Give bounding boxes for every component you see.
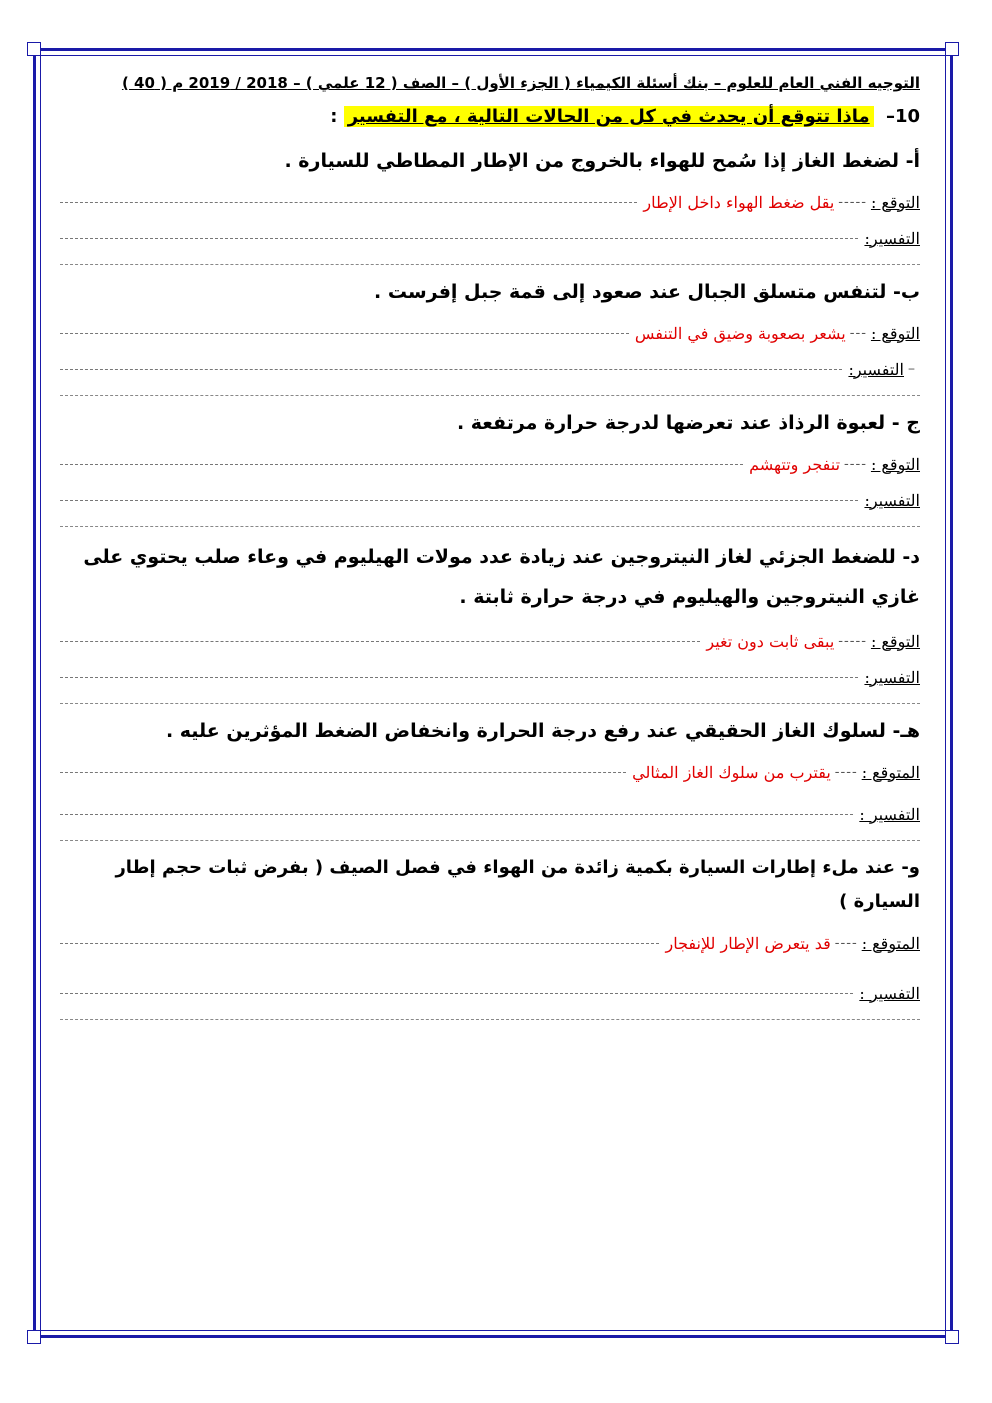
expect-label: المتوقع : (861, 933, 920, 953)
expect-label: التوقع : (870, 323, 920, 343)
expect-answer: تنفجر وتتهشم (749, 454, 841, 474)
expect-row (60, 446, 920, 482)
expect-answer: قد يتعرض الإطار للإنفجار (665, 933, 831, 953)
expect-label: التوقع : (870, 631, 920, 651)
item-statement: هـ- لسلوك الغاز الحقيقي عند رفع درجة الحرارة وانخفاض الضغط المؤثرين عليه . (165, 720, 920, 742)
question-item-b (60, 275, 920, 396)
separator-line (60, 840, 920, 841)
question-item-a (60, 144, 920, 265)
separator-line (60, 703, 920, 704)
expect-answer: يبقى ثابت دون تغير (706, 631, 835, 651)
answer-line (60, 500, 858, 501)
expect-label: التوقع : (870, 192, 920, 212)
expect-row (60, 925, 920, 961)
expect-answer: يقل ضغط الهواء داخل الإطار (643, 192, 835, 212)
dash-leader: --- (849, 325, 867, 341)
explain-row (60, 482, 920, 518)
answer-line (60, 202, 637, 203)
explain-label: التفسير: (864, 667, 920, 687)
item-statement: ج - لعبوة الرذاذ عند تعرضها لدرجة حرارة مرتفعة . (456, 412, 920, 434)
answer-line (60, 333, 629, 334)
separator-line (60, 1019, 920, 1020)
expect-label: التوقع : (870, 454, 920, 474)
frame-corner (945, 42, 959, 56)
answer-line (60, 464, 743, 465)
frame-corner (27, 1330, 41, 1344)
question-colon: : (330, 106, 338, 127)
frame-corner (27, 42, 41, 56)
explain-label: التفسير : (859, 804, 920, 824)
dash-leader: ---- (844, 456, 867, 472)
answer-line (60, 238, 858, 239)
answer-line (60, 943, 659, 944)
question-item-c (60, 406, 920, 527)
answer-line (60, 772, 626, 773)
question-item-e (60, 714, 920, 841)
explain-label: التفسير: (848, 359, 904, 379)
expect-row (60, 754, 920, 790)
expect-row (60, 315, 920, 351)
expect-answer: يقترب من سلوك الغاز المثالي (632, 762, 831, 782)
expect-label: المتوقع : (861, 762, 920, 782)
expect-answer: يشعر بصعوبة وضيق في التنفس (634, 323, 846, 343)
question-item-f (60, 851, 920, 1020)
question-text: ماذا تتوقع أن يحدث في كل من الحالات التالية ، مع التفسير (344, 106, 874, 127)
separator-line (60, 264, 920, 265)
expect-row (60, 184, 920, 220)
explain-label: التفسير: (864, 228, 920, 248)
question-item-d (60, 537, 920, 704)
explain-label: التفسير: (864, 490, 920, 510)
question-title (60, 100, 920, 134)
explain-row (60, 351, 920, 387)
question-number: 10– (885, 106, 920, 127)
answer-line (60, 369, 842, 370)
explain-row (60, 220, 920, 256)
answer-line (60, 993, 853, 994)
separator-line (60, 395, 920, 396)
dash-leader: ---- (834, 764, 858, 780)
worksheet-page (60, 70, 920, 1030)
item-statement: أ- لضغط الغاز إذا سُمح للهواء بالخروج من الإطار المطاطي للسيارة . (284, 150, 920, 172)
item-statement: د- للضغط الجزئي لغاز النيتروجين عند زيادة عدد مولات الهيليوم في وعاء صلب يحتوي على غازي النيتروجين والهيليوم في درجة حرارة ثابتة . (83, 546, 920, 608)
page-header: التوجيه الفني العام للعلوم – بنك أسئلة الكيمياء ( الجزء الأول ) – الصف ( 12 علمي ) – 2018 / 2019 م ( 40 ) (121, 74, 920, 92)
explain-label: التفسير : (859, 983, 920, 1003)
explain-row (60, 796, 920, 832)
dash-leader: ----- (838, 633, 867, 649)
item-statement: و- عند ملء إطارات السيارة بكمية زائدة من الهواء في فصل الصيف ( بفرض ثبات حجم إطار السيارة ) (115, 857, 920, 912)
expect-row (60, 623, 920, 659)
explain-row (60, 975, 920, 1011)
dash-leader: – (908, 361, 916, 377)
explain-row (60, 659, 920, 695)
answer-line (60, 677, 858, 678)
frame-corner (945, 1330, 959, 1344)
answer-line (60, 641, 700, 642)
answer-line (60, 814, 853, 815)
dash-leader: ---- (834, 935, 858, 951)
separator-line (60, 526, 920, 527)
item-statement: ب- لتنفس متسلق الجبال عند صعود إلى قمة جبل إفرست . (374, 281, 920, 303)
dash-leader: ----- (838, 194, 867, 210)
